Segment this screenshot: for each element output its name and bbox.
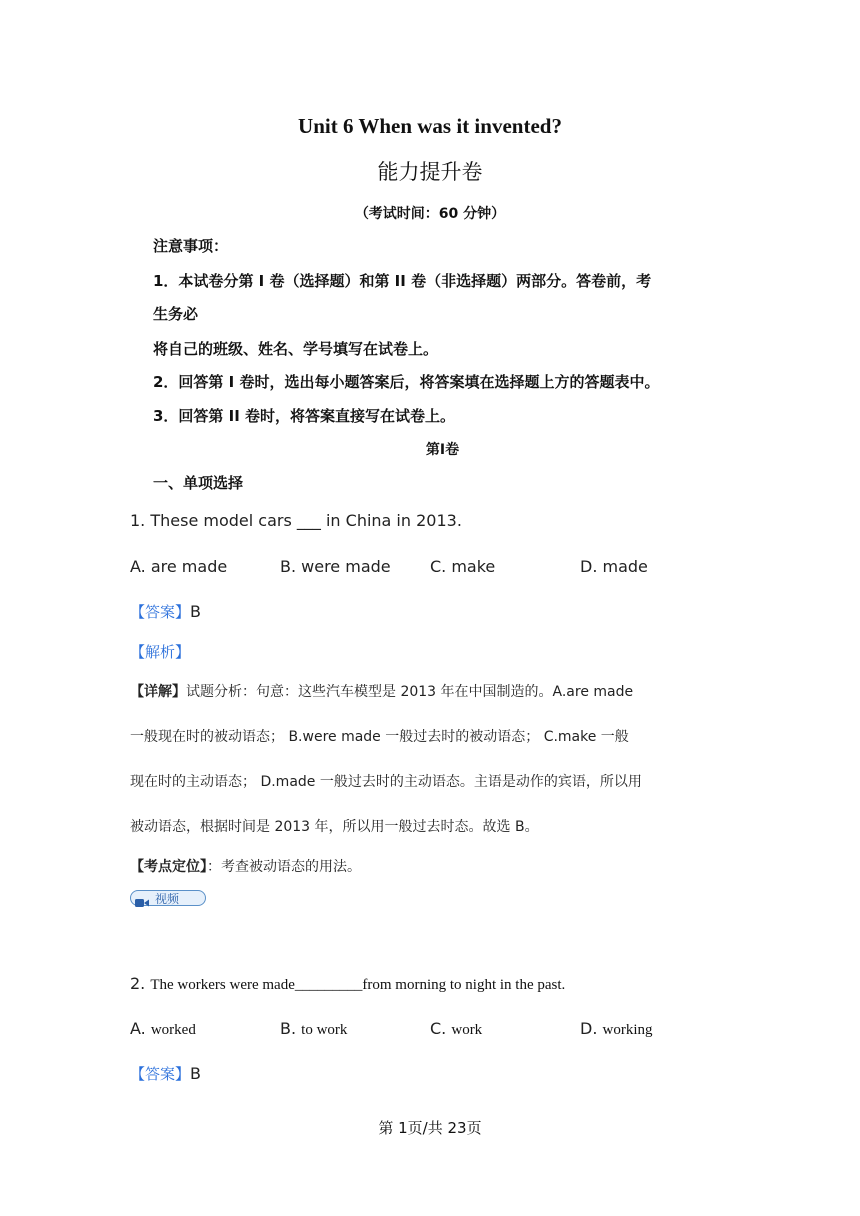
q1-answer-label: 【答案】 bbox=[130, 603, 191, 621]
q1-detail-line-2: 一般现在时的被动语态； B.were made 一般过去时的被动语态； C.make 一般 bbox=[130, 729, 629, 745]
q2-answer-label: 【答案】 bbox=[130, 1065, 191, 1083]
q1-detail-label: 【详解】 bbox=[130, 684, 186, 700]
q1-point-text: ：考查被动语态的用法。 bbox=[207, 859, 361, 875]
video-label: 视频 bbox=[155, 891, 180, 906]
exam-time: （考试时间：60 分钟） bbox=[354, 206, 506, 222]
q1-detail-line-4: 被动语态，根据时间是 2013 年，所以用一般过去时态。故选 B。 bbox=[130, 819, 539, 835]
notice-line-1b: 生务必 bbox=[153, 305, 199, 323]
q1-answer: B bbox=[190, 602, 201, 621]
q2-option-a-letter: A. bbox=[130, 1019, 146, 1038]
q1-detail-text-1: 试题分析：句意：这些汽车模型是 2013 年在中国制造的。A.are made bbox=[186, 684, 634, 700]
q1-option-a: A. are made bbox=[130, 557, 228, 576]
q1-detail-line-3: 现在时的主动语态； D.made 一般过去时的主动语态。主语是动作的宾语，所以用 bbox=[130, 774, 642, 790]
q2-option-b-letter: B. bbox=[280, 1019, 297, 1038]
q1-point-row bbox=[130, 856, 361, 876]
q2-answer-row bbox=[130, 1063, 201, 1084]
q2-number: 2. bbox=[130, 974, 146, 993]
q1-option-c: C. make bbox=[430, 557, 496, 576]
q1-option-b: B. were made bbox=[280, 557, 391, 576]
notice-line-1c: 将自己的班级、姓名、学号填写在试卷上。 bbox=[153, 340, 439, 358]
q1-analysis-label: 【解析】 bbox=[130, 643, 191, 661]
q1-option-d: D. made bbox=[580, 557, 648, 576]
section-label: 一、单项选择 bbox=[153, 474, 244, 492]
q1-detail-line-1 bbox=[130, 681, 633, 701]
q2-option-d-text: working bbox=[602, 1022, 653, 1038]
q2-option-c bbox=[430, 1019, 482, 1039]
q2-option-c-letter: C. bbox=[430, 1019, 447, 1038]
page-footer: 第 1页/共 23页 bbox=[378, 1119, 482, 1137]
q2-answer: B bbox=[190, 1064, 201, 1083]
video-button[interactable] bbox=[130, 890, 206, 906]
notice-line-3: 3．回答第 II 卷时，将答案直接写在试卷上。 bbox=[153, 407, 456, 425]
q2-stem-row bbox=[130, 974, 565, 994]
video-camera-icon bbox=[135, 893, 149, 903]
part-label: 第Ⅰ卷 bbox=[425, 442, 460, 458]
page-title: Unit 6 When was it invented? bbox=[298, 114, 562, 138]
q2-option-c-text: work bbox=[451, 1022, 483, 1038]
q1-stem: 1. These model cars ___ in China in 2013. bbox=[130, 511, 462, 530]
q2-option-a bbox=[130, 1019, 196, 1039]
q2-option-d bbox=[580, 1019, 653, 1039]
notice-line-2: 2．回答第 I 卷时，选出每小题答案后，将答案填在选择题上方的答题表中。 bbox=[153, 373, 660, 391]
q2-option-b-text: to work bbox=[301, 1022, 348, 1038]
q2-option-d-letter: D. bbox=[580, 1019, 598, 1038]
q2-stem: The workers were made_________from morning to night in the past. bbox=[150, 977, 566, 993]
notice-line-1: 1．本试卷分第 I 卷（选择题）和第 II 卷（非选择题）两部分。答卷前，考 bbox=[153, 272, 652, 290]
q1-answer-row bbox=[130, 601, 201, 622]
q2-option-a-text: worked bbox=[150, 1022, 196, 1038]
q1-point-label: 【考点定位】 bbox=[130, 859, 207, 875]
q2-option-b bbox=[280, 1019, 347, 1039]
notice-heading: 注意事项： bbox=[153, 237, 229, 255]
page-subtitle: 能力提升卷 bbox=[377, 160, 483, 184]
